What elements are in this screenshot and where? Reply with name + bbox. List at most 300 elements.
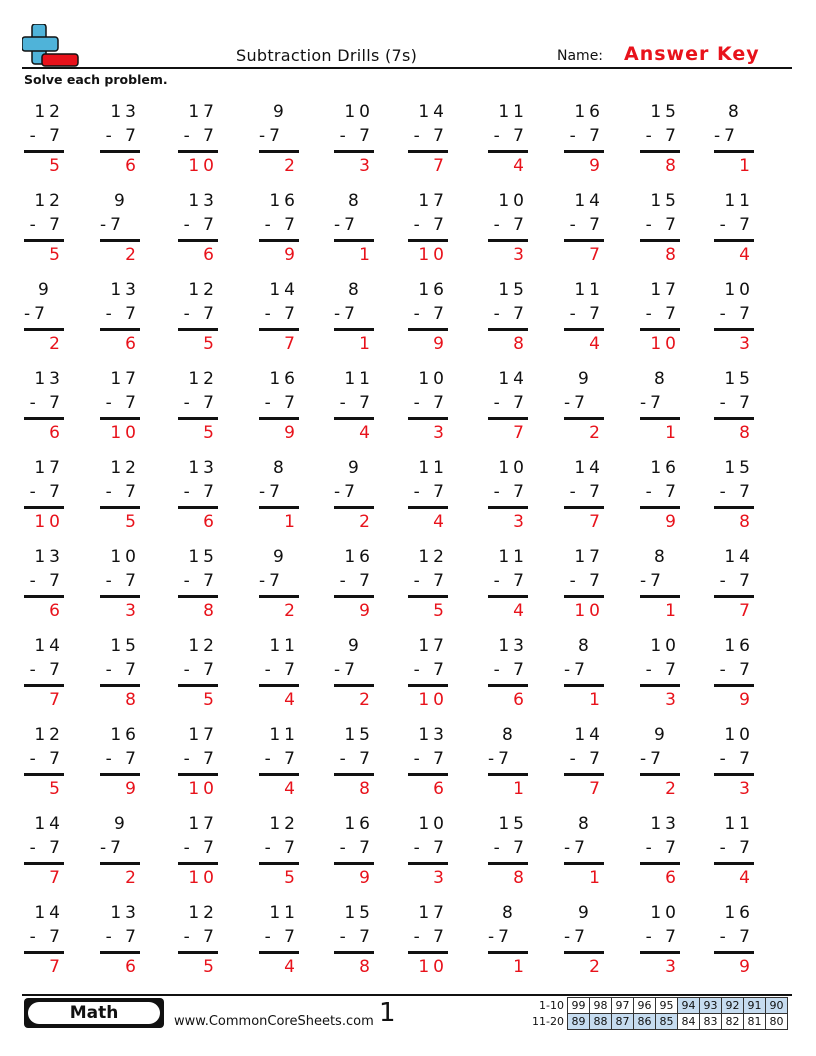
answer-line <box>178 773 218 776</box>
score-cell: 91 <box>743 998 765 1014</box>
answer: 1 <box>513 779 528 799</box>
subtrahend: - 7 <box>339 571 374 591</box>
score-cell: 94 <box>677 998 699 1014</box>
answer-line <box>100 862 140 865</box>
minuend: 8 <box>348 191 363 211</box>
subtrahend: - 7 <box>105 304 140 324</box>
answer: 8 <box>665 156 680 176</box>
answer-line <box>488 862 528 865</box>
subtrahend: -7 <box>259 126 284 146</box>
minuend: 11 <box>269 725 299 745</box>
subtrahend: -7 <box>564 660 589 680</box>
minuend: 9 <box>273 547 288 567</box>
minuend: 16 <box>724 903 754 923</box>
answer-line <box>100 506 140 509</box>
subtrahend: - 7 <box>264 660 299 680</box>
page-title: Subtraction Drills (7s) <box>236 46 418 65</box>
answer-line <box>564 150 604 153</box>
subtrahend: -7 <box>334 304 359 324</box>
minuend: 15 <box>188 547 218 567</box>
subtrahend: - 7 <box>339 393 374 413</box>
header-rule <box>22 67 792 69</box>
answer: 4 <box>513 156 528 176</box>
minuend: 14 <box>418 102 448 122</box>
answer-line <box>24 595 64 598</box>
answer-line <box>564 417 604 420</box>
minuend: 15 <box>650 191 680 211</box>
minuend: 10 <box>650 636 680 656</box>
answer: 6 <box>125 957 140 977</box>
answer: 10 <box>650 334 680 354</box>
answer: 7 <box>49 690 64 710</box>
subtrahend: -7 <box>564 393 589 413</box>
answer-line <box>334 862 374 865</box>
answer: 10 <box>418 690 448 710</box>
answer: 5 <box>49 245 64 265</box>
answer: 3 <box>125 601 140 621</box>
answer: 10 <box>418 957 448 977</box>
answer-line <box>259 951 299 954</box>
answer: 1 <box>665 601 680 621</box>
answer-line <box>100 239 140 242</box>
answer: 2 <box>359 690 374 710</box>
answer-line <box>259 862 299 865</box>
minuend: 9 <box>348 458 363 478</box>
score-cell: 84 <box>677 1014 699 1030</box>
answer: 1 <box>359 245 374 265</box>
score-cell: 95 <box>655 998 677 1014</box>
minuend: 8 <box>578 636 593 656</box>
answer: 5 <box>49 156 64 176</box>
subtrahend: - 7 <box>183 660 218 680</box>
minuend: 15 <box>724 369 754 389</box>
subtrahend: -7 <box>488 927 513 947</box>
answer-line <box>259 417 299 420</box>
answer-line <box>334 506 374 509</box>
score-table <box>530 997 788 1030</box>
subtrahend: - 7 <box>645 482 680 502</box>
minuend: 13 <box>650 814 680 834</box>
answer-line <box>408 239 448 242</box>
answer-line <box>100 150 140 153</box>
answer-line <box>640 150 680 153</box>
minuend: 17 <box>650 280 680 300</box>
subtrahend: - 7 <box>183 215 218 235</box>
subtrahend: - 7 <box>719 215 754 235</box>
answer-line <box>640 328 680 331</box>
minuend: 12 <box>188 369 218 389</box>
minuend: 11 <box>269 903 299 923</box>
score-cell: 96 <box>633 998 655 1014</box>
answer: 5 <box>284 868 299 888</box>
subtrahend: - 7 <box>719 927 754 947</box>
minuend: 10 <box>498 191 528 211</box>
minuend: 12 <box>188 636 218 656</box>
answer: 4 <box>433 512 448 532</box>
answer: 1 <box>665 423 680 443</box>
subtrahend: - 7 <box>105 393 140 413</box>
subtrahend: -7 <box>334 660 359 680</box>
answer-line <box>488 328 528 331</box>
minuend: 9 <box>578 903 593 923</box>
minuend: 17 <box>188 725 218 745</box>
subtrahend: - 7 <box>493 393 528 413</box>
answer: 7 <box>589 779 604 799</box>
answer-line <box>259 239 299 242</box>
score-cell: 90 <box>765 998 787 1014</box>
answer-line <box>178 506 218 509</box>
minuend: 15 <box>344 725 374 745</box>
answer: 2 <box>284 601 299 621</box>
answer: 7 <box>739 601 754 621</box>
minuend: 17 <box>418 191 448 211</box>
answer: 9 <box>284 423 299 443</box>
subtrahend: - 7 <box>29 660 64 680</box>
answer: 8 <box>665 245 680 265</box>
answer-line <box>259 328 299 331</box>
subtrahend: - 7 <box>569 571 604 591</box>
subtrahend: - 7 <box>413 927 448 947</box>
minuend: 12 <box>34 725 64 745</box>
subtrahend: -7 <box>640 571 665 591</box>
answer: 5 <box>203 957 218 977</box>
minuend: 8 <box>728 102 743 122</box>
answer-line <box>24 239 64 242</box>
answer: 9 <box>739 957 754 977</box>
minuend: 13 <box>498 636 528 656</box>
subtrahend: -7 <box>488 749 513 769</box>
subtrahend: - 7 <box>339 749 374 769</box>
subtrahend: - 7 <box>183 304 218 324</box>
score-row-label: 1-10 <box>539 999 564 1012</box>
answer-line <box>714 951 754 954</box>
subtrahend: - 7 <box>29 927 64 947</box>
answer-line <box>714 150 754 153</box>
answer: 6 <box>125 334 140 354</box>
minuend: 11 <box>498 102 528 122</box>
subtrahend: - 7 <box>719 660 754 680</box>
answer-line <box>334 328 374 331</box>
subtrahend: - 7 <box>719 482 754 502</box>
answer-line <box>259 150 299 153</box>
subtrahend: - 7 <box>264 838 299 858</box>
minuend: 14 <box>34 636 64 656</box>
answer-line <box>640 506 680 509</box>
score-row <box>530 1014 787 1030</box>
subtrahend: - 7 <box>264 749 299 769</box>
answer: 3 <box>739 779 754 799</box>
score-cell: 88 <box>589 1014 611 1030</box>
answer: 7 <box>49 868 64 888</box>
subtrahend: -7 <box>564 927 589 947</box>
answer-line <box>714 862 754 865</box>
answer-line <box>408 506 448 509</box>
minuend: 16 <box>344 814 374 834</box>
answer: 6 <box>203 245 218 265</box>
subtrahend: - 7 <box>183 571 218 591</box>
answer-line <box>564 328 604 331</box>
answer-line <box>714 506 754 509</box>
answer: 4 <box>359 423 374 443</box>
subtrahend: - 7 <box>413 482 448 502</box>
subtrahend: -7 <box>640 393 665 413</box>
answer: 4 <box>284 690 299 710</box>
minuend: 15 <box>110 636 140 656</box>
answer-line <box>24 862 64 865</box>
subtrahend: - 7 <box>569 126 604 146</box>
minuend: 11 <box>724 814 754 834</box>
minuend: 9 <box>273 102 288 122</box>
minuend: 8 <box>348 280 363 300</box>
subtrahend: - 7 <box>183 126 218 146</box>
minuend: 8 <box>578 814 593 834</box>
answer-line <box>488 773 528 776</box>
subtrahend: - 7 <box>413 838 448 858</box>
subtrahend: - 7 <box>264 215 299 235</box>
answer: 6 <box>513 690 528 710</box>
score-row-label: 11-20 <box>532 1015 564 1028</box>
answer: 8 <box>739 512 754 532</box>
minuend: 10 <box>724 725 754 745</box>
subtrahend: - 7 <box>29 126 64 146</box>
subtrahend: - 7 <box>264 393 299 413</box>
answer-line <box>564 951 604 954</box>
answer: 1 <box>589 868 604 888</box>
website-url: www.CommonCoreSheets.com <box>174 1014 374 1029</box>
answer-line <box>488 684 528 687</box>
answer-line <box>334 773 374 776</box>
minuend: 14 <box>574 191 604 211</box>
answer: 8 <box>203 601 218 621</box>
minuend: 15 <box>344 903 374 923</box>
answer-line <box>714 684 754 687</box>
minuend: 12 <box>34 102 64 122</box>
answer-line <box>178 417 218 420</box>
minuend: 11 <box>498 547 528 567</box>
subtrahend: -7 <box>100 215 125 235</box>
answer: 5 <box>203 690 218 710</box>
answer-line <box>488 417 528 420</box>
answer: 10 <box>188 779 218 799</box>
subtrahend: - 7 <box>493 126 528 146</box>
answer-line <box>100 773 140 776</box>
answer-line <box>714 239 754 242</box>
answer-line <box>564 239 604 242</box>
answer: 10 <box>188 156 218 176</box>
subject-label: Math <box>28 1002 160 1024</box>
answer-line <box>488 951 528 954</box>
subtrahend: - 7 <box>183 749 218 769</box>
answer-line <box>24 150 64 153</box>
subtrahend: - 7 <box>29 749 64 769</box>
subtrahend: -7 <box>24 304 49 324</box>
minuend: 12 <box>110 458 140 478</box>
answer: 3 <box>739 334 754 354</box>
subtrahend: - 7 <box>264 927 299 947</box>
answer: 10 <box>418 245 448 265</box>
score-cell: 81 <box>743 1014 765 1030</box>
answer: 3 <box>359 156 374 176</box>
score-cell: 98 <box>589 998 611 1014</box>
minuend: 13 <box>110 102 140 122</box>
subtrahend: - 7 <box>105 749 140 769</box>
subtrahend: - 7 <box>719 304 754 324</box>
minuend: 15 <box>498 814 528 834</box>
answer-line <box>24 506 64 509</box>
minuend: 12 <box>188 903 218 923</box>
answer: 2 <box>125 868 140 888</box>
subtrahend: -7 <box>714 126 739 146</box>
minuend: 12 <box>269 814 299 834</box>
answer-line <box>408 951 448 954</box>
subtrahend: - 7 <box>493 571 528 591</box>
answer-line <box>714 773 754 776</box>
answer-line <box>334 951 374 954</box>
subtrahend: - 7 <box>105 571 140 591</box>
answer-line <box>640 773 680 776</box>
answer: 3 <box>513 245 528 265</box>
subtrahend: - 7 <box>569 482 604 502</box>
subtrahend: - 7 <box>413 571 448 591</box>
answer-line <box>714 417 754 420</box>
answer-line <box>488 506 528 509</box>
subtrahend: -7 <box>259 482 284 502</box>
minuend: 16 <box>110 725 140 745</box>
answer-line <box>259 595 299 598</box>
score-cell: 83 <box>699 1014 721 1030</box>
minuend: 10 <box>724 280 754 300</box>
answer: 6 <box>49 601 64 621</box>
answer-line <box>178 328 218 331</box>
answer: 7 <box>49 957 64 977</box>
answer: 5 <box>203 334 218 354</box>
subtrahend: - 7 <box>645 304 680 324</box>
minuend: 13 <box>188 191 218 211</box>
minuend: 16 <box>418 280 448 300</box>
minuend: 8 <box>654 369 669 389</box>
minuend: 8 <box>654 547 669 567</box>
answer-line <box>100 684 140 687</box>
subtrahend: -7 <box>640 749 665 769</box>
minuend: 10 <box>418 369 448 389</box>
minuend: 11 <box>724 191 754 211</box>
answer: 8 <box>513 868 528 888</box>
answer-line <box>24 951 64 954</box>
minuend: 16 <box>650 458 680 478</box>
name-label: Name: <box>557 48 604 64</box>
answer: 9 <box>359 868 374 888</box>
answer-line <box>714 328 754 331</box>
minuend: 15 <box>724 458 754 478</box>
minuend: 12 <box>188 280 218 300</box>
answer: 10 <box>110 423 140 443</box>
subtrahend: - 7 <box>493 660 528 680</box>
answer: 1 <box>739 156 754 176</box>
answer-line <box>564 595 604 598</box>
answer: 5 <box>203 423 218 443</box>
answer: 5 <box>49 779 64 799</box>
subtrahend: - 7 <box>105 126 140 146</box>
answer-line <box>488 239 528 242</box>
subtrahend: - 7 <box>339 838 374 858</box>
answer-line <box>488 595 528 598</box>
minuend: 11 <box>269 636 299 656</box>
subtrahend: - 7 <box>183 927 218 947</box>
subtrahend: - 7 <box>413 749 448 769</box>
minuend: 17 <box>110 369 140 389</box>
answer-line <box>24 684 64 687</box>
answer-line <box>100 951 140 954</box>
answer-line <box>408 328 448 331</box>
answer: 9 <box>359 601 374 621</box>
answer-line <box>334 417 374 420</box>
minuend: 9 <box>114 191 129 211</box>
subtrahend: - 7 <box>719 393 754 413</box>
score-cell: 86 <box>633 1014 655 1030</box>
answer-line <box>640 684 680 687</box>
answer: 5 <box>433 601 448 621</box>
answer-line <box>24 417 64 420</box>
subtrahend: - 7 <box>339 927 374 947</box>
subtrahend: - 7 <box>719 571 754 591</box>
answer-line <box>100 328 140 331</box>
minuend: 9 <box>114 814 129 834</box>
subtrahend: - 7 <box>569 749 604 769</box>
minuend: 14 <box>574 458 604 478</box>
minuend: 14 <box>269 280 299 300</box>
answer: 4 <box>513 601 528 621</box>
answer: 7 <box>284 334 299 354</box>
answer: 6 <box>203 512 218 532</box>
answer: 9 <box>433 334 448 354</box>
minuend: 15 <box>498 280 528 300</box>
minuend: 10 <box>418 814 448 834</box>
subtrahend: - 7 <box>183 482 218 502</box>
subtrahend: -7 <box>334 482 359 502</box>
answer-line <box>408 862 448 865</box>
minuend: 9 <box>654 725 669 745</box>
minuend: 9 <box>38 280 53 300</box>
subtrahend: - 7 <box>413 393 448 413</box>
answer: 3 <box>513 512 528 532</box>
minuend: 15 <box>650 102 680 122</box>
answer: 2 <box>589 957 604 977</box>
subtrahend: - 7 <box>183 838 218 858</box>
minuend: 13 <box>188 458 218 478</box>
minuend: 13 <box>34 369 64 389</box>
answer: 2 <box>665 779 680 799</box>
minuend: 8 <box>273 458 288 478</box>
answer-line <box>334 239 374 242</box>
subtrahend: - 7 <box>29 393 64 413</box>
score-row <box>530 998 787 1014</box>
subtrahend: - 7 <box>183 393 218 413</box>
answer-line <box>24 773 64 776</box>
minuend: 17 <box>34 458 64 478</box>
answer: 6 <box>49 423 64 443</box>
subtrahend: -7 <box>334 215 359 235</box>
minuend: 13 <box>418 725 448 745</box>
subtrahend: - 7 <box>569 215 604 235</box>
answer-line <box>640 239 680 242</box>
answer: 2 <box>125 245 140 265</box>
subtrahend: -7 <box>100 838 125 858</box>
answer: 3 <box>433 868 448 888</box>
answer-line <box>100 595 140 598</box>
answer: 6 <box>125 156 140 176</box>
minuend: 8 <box>502 725 517 745</box>
subtrahend: - 7 <box>413 215 448 235</box>
